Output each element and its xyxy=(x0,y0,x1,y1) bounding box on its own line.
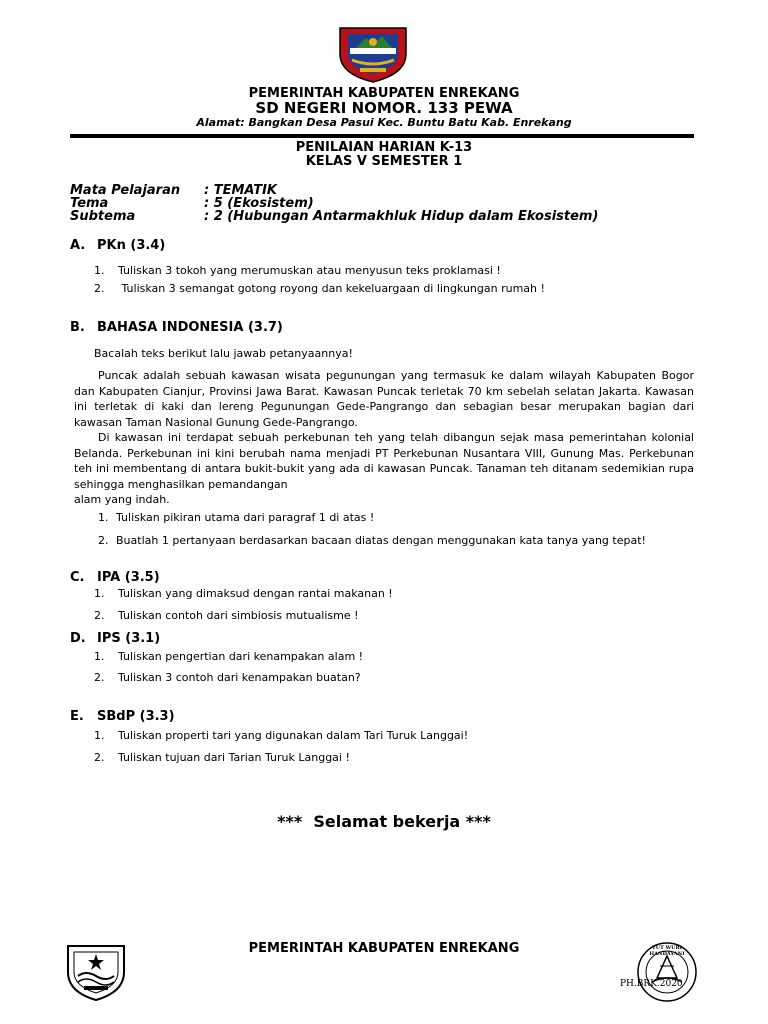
meta-row xyxy=(0,209,768,225)
section-heading xyxy=(70,631,160,646)
section-letter: B. xyxy=(70,320,85,335)
list-item xyxy=(94,609,359,622)
meta-value: : TEMATIK xyxy=(204,183,278,198)
reading-passage xyxy=(74,368,694,508)
section-letter: E. xyxy=(70,709,84,724)
item-number: 2. xyxy=(94,671,105,684)
meta-value: : 5 (Ekosistem) xyxy=(204,196,314,211)
meta-label: Subtema xyxy=(70,209,136,224)
meta-value: : 2 (Hubungan Antarmakhluk Hidup dalam Ekosistem) xyxy=(204,209,599,224)
item-number: 2. xyxy=(94,751,105,764)
item-number: 2. xyxy=(98,534,109,547)
header-address: Alamat: Bangkan Desa Pasui Kec. Buntu Batu Kab. Enrekang xyxy=(196,116,572,129)
item-text: Tuliskan properti tari yang digunakan dalam Tari Turuk Langgai! xyxy=(118,729,469,742)
item-number: 1. xyxy=(94,587,105,600)
item-text: Tuliskan 3 tokoh yang merumuskan atau menyusun teks proklamasi ! xyxy=(118,264,501,277)
reading-instruction: Bacalah teks berikut lalu jawab petanyaannya! xyxy=(94,347,353,360)
list-item xyxy=(94,650,363,663)
item-number: 2. xyxy=(94,282,105,295)
list-item xyxy=(98,511,374,524)
header-school-name: SD NEGERI NOMOR. 133 PEWA xyxy=(255,99,513,117)
section-heading xyxy=(70,320,283,335)
section-heading xyxy=(70,709,175,724)
list-item xyxy=(94,587,393,600)
passage-paragraph: alam yang indah. xyxy=(74,493,170,506)
item-number: 1. xyxy=(94,729,105,742)
item-text: Tuliskan pengertian dari kenampakan alam ! xyxy=(118,650,364,663)
list-item xyxy=(94,751,350,764)
section-title: IPA (3.5) xyxy=(97,570,160,585)
list-item xyxy=(94,729,468,742)
section-letter: C. xyxy=(70,570,85,585)
list-item xyxy=(98,534,646,547)
item-text: Tuliskan tujuan dari Tarian Turuk Langgai ! xyxy=(118,751,350,764)
list-item xyxy=(94,264,501,277)
section-heading xyxy=(70,238,165,253)
section-letter: A. xyxy=(70,238,86,253)
passage-paragraph: Di kawasan ini terdapat sebuah perkebunan teh yang telah dibangun sejak masa pemerintahan kolonial Belanda. Perkebunan ini kini berubah nama menjadi PT Perkebunan Nusantara VIII, Gunung Mas. Perkebunan teh ini membentang di antara bukit-bukit yang ada di kawasan Puncak. Tanaman teh ditanam sedemikian rupa sehingga menghasilkan pemandangan xyxy=(74,431,694,491)
regency-logo-icon xyxy=(336,24,410,84)
footer-government: PEMERINTAH KABUPATEN ENREKANG xyxy=(248,941,520,956)
document-code: PH.BRK.2020 xyxy=(620,979,683,989)
item-number: 1. xyxy=(94,650,105,663)
item-number: 1. xyxy=(94,264,105,277)
section-title: BAHASA INDONESIA (3.7) xyxy=(97,320,283,335)
item-text: Tuliskan yang dimaksud dengan rantai makanan ! xyxy=(118,587,393,600)
exam-class: KELAS V SEMESTER 1 xyxy=(305,154,463,169)
item-text: Tuliskan contoh dari simbiosis mutualisme ! xyxy=(118,609,359,622)
item-number: 1. xyxy=(98,511,109,524)
meta-label: Mata Pelajaran xyxy=(70,183,181,198)
header-government: PEMERINTAH KABUPATEN ENREKANG xyxy=(248,86,520,101)
item-text: Buatlah 1 pertanyaan berdasarkan bacaan diatas dengan menggunakan kata tanya yang tepat! xyxy=(116,534,646,547)
closing-message: *** Selamat bekerja *** xyxy=(277,812,491,831)
seal-caption: TUT WURI HANDAYANI xyxy=(649,945,685,957)
list-item xyxy=(94,671,361,684)
meta-label: Tema xyxy=(70,196,109,211)
header-divider xyxy=(70,134,694,138)
list-item xyxy=(94,282,545,295)
item-text: Tuliskan pikiran utama dari paragraf 1 di atas ! xyxy=(116,511,375,524)
section-heading xyxy=(70,570,160,585)
item-text: Tuliskan 3 contoh dari kenampakan buatan? xyxy=(118,671,361,684)
section-title: SBdP (3.3) xyxy=(97,709,175,724)
exam-title: PENILAIAN HARIAN K-13 xyxy=(295,140,473,155)
section-title: IPS (3.1) xyxy=(97,631,161,646)
section-letter: D. xyxy=(70,631,86,646)
item-text: Tuliskan 3 semangat gotong royong dan kekeluargaan di lingkungan rumah ! xyxy=(118,282,545,295)
passage-paragraph: Puncak adalah sebuah kawasan wisata pegunungan yang termasuk ke dalam wilayah Kabupaten Bogor dan Kabupaten Cianjur, Provinsi Jawa Barat. Kawasan Puncak terletak 70 km sebelah selatan Jakarta. Kawasan ini terletak di kaki dan lereng Pegunungan Gede-Pangrango dan sebagian besar merupakan bagian dari kawasan Taman Nasional Gunung Gede-Pangrango. xyxy=(74,369,694,429)
item-number: 2. xyxy=(94,609,105,622)
section-title: PKn (3.4) xyxy=(97,238,166,253)
